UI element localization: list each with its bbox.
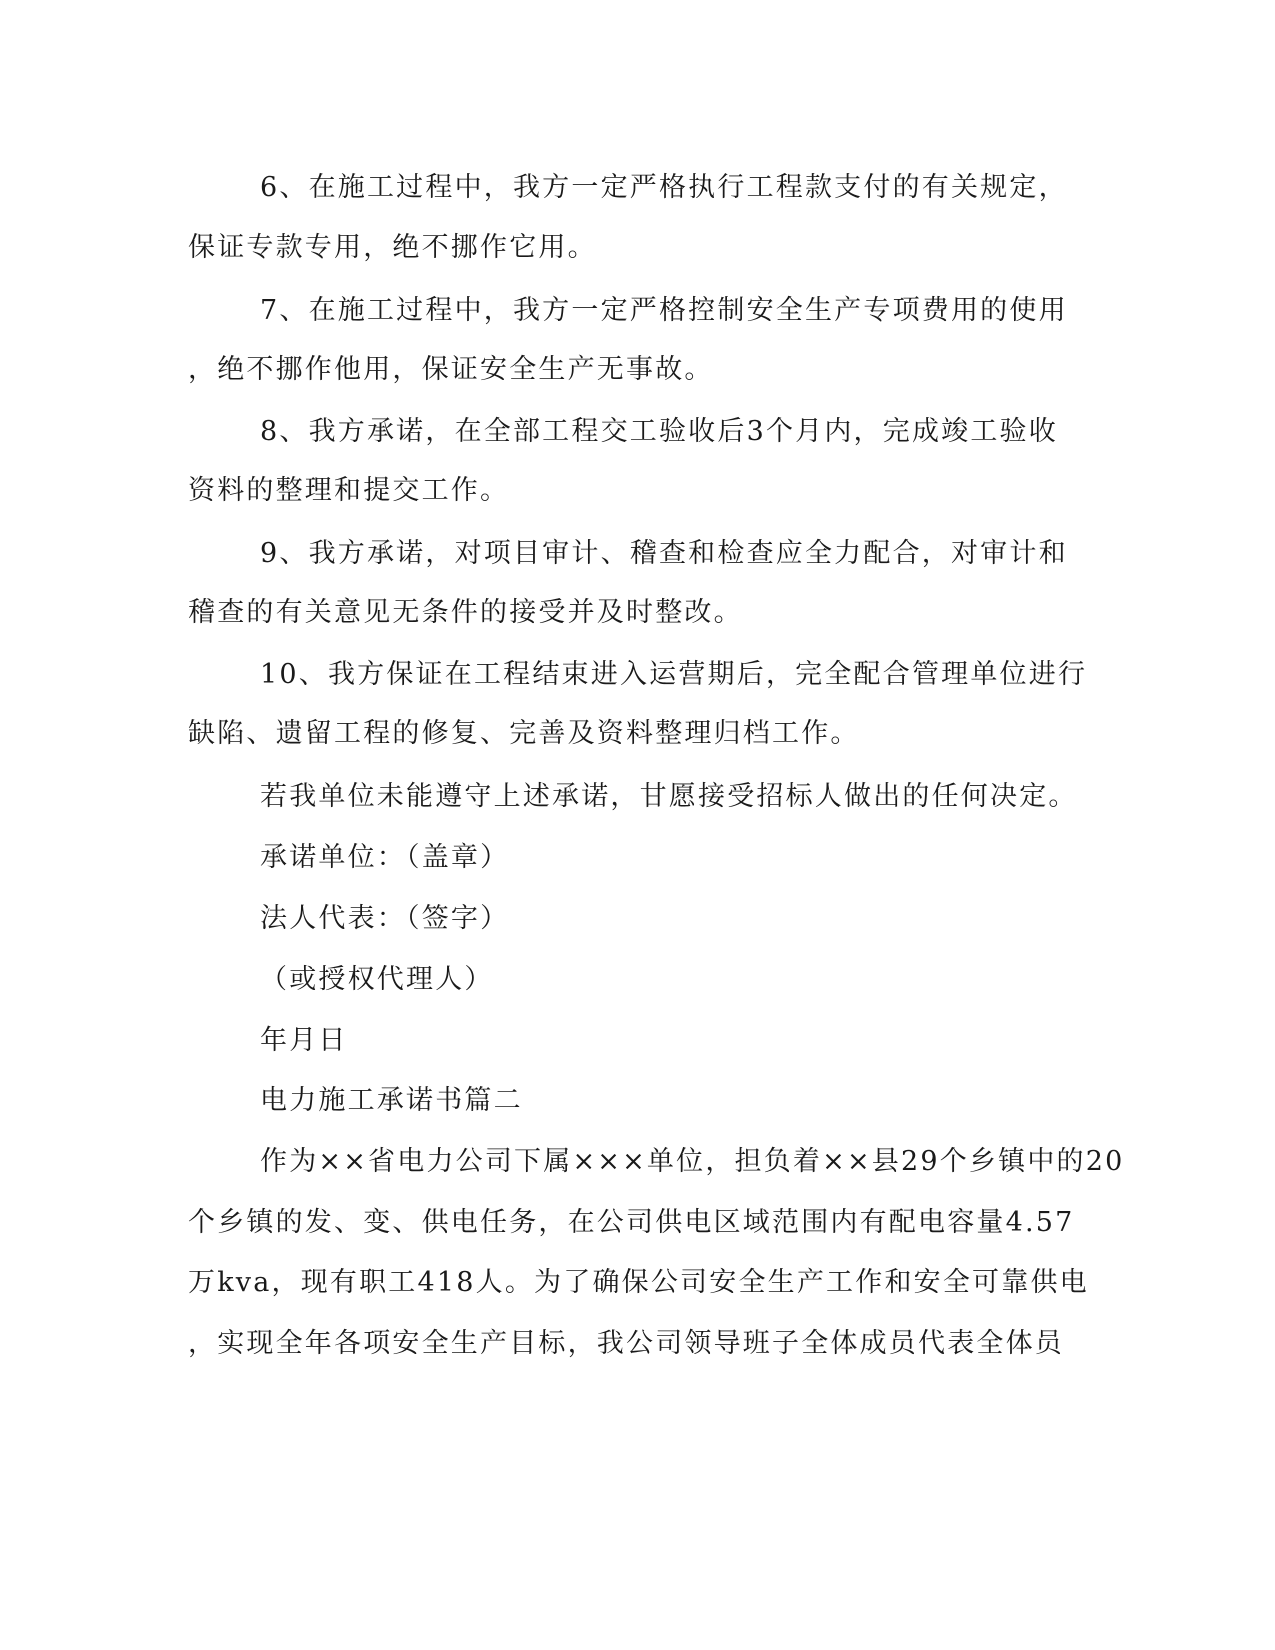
paragraph-10-line-2: 缺陷、遗留工程的修复、完善及资料整理归档工作。 (188, 718, 860, 749)
date-line: 年月日 (260, 1025, 348, 1056)
paragraph-7-line-1: 7、在施工过程中，我方一定严格控制安全生产专项费用的使用 (260, 295, 1068, 326)
section-title: 电力施工承诺书篇二 (260, 1085, 523, 1116)
intro-paragraph-line-4: ，实现全年各项安全生产目标，我公司领导班子全体成员代表全体员 (188, 1328, 1064, 1359)
intro-paragraph-line-1: 作为××省电力公司下属×××单位，担负着××县29个乡镇中的20 (260, 1146, 1125, 1177)
paragraph-7-line-2: ，绝不挪作他用，保证安全生产无事故。 (188, 354, 714, 385)
paragraph-10-line-1: 10、我方保证在工程结束进入运营期后，完全配合管理单位进行 (260, 659, 1088, 690)
paragraph-6-line-2: 保证专款专用，绝不挪作它用。 (188, 232, 597, 263)
paragraph-9-line-2: 稽查的有关意见无条件的接受并及时整改。 (188, 597, 743, 628)
paragraph-8-line-1: 8、我方承诺，在全部工程交工验收后3个月内，完成竣工验收 (260, 416, 1058, 447)
intro-paragraph-line-3: 万kva，现有职工418人。为了确保公司安全生产工作和安全可靠供电 (188, 1267, 1089, 1298)
authorized-agent: （或授权代理人） (260, 964, 494, 995)
paragraph-8-line-2: 资料的整理和提交工作。 (188, 475, 510, 506)
signing-unit: 承诺单位：（盖章） (260, 842, 510, 873)
paragraph-6-line-1: 6、在施工过程中，我方一定严格执行工程款支付的有关规定， (260, 172, 1068, 203)
commitment-statement: 若我单位未能遵守上述承诺，甘愿接受招标人做出的任何决定。 (260, 781, 1078, 812)
legal-representative: 法人代表：（签字） (260, 903, 510, 934)
paragraph-9-line-1: 9、我方承诺，对项目审计、稽查和检查应全力配合，对审计和 (260, 538, 1068, 569)
intro-paragraph-line-2: 个乡镇的发、变、供电任务，在公司供电区域范围内有配电容量4.57 (188, 1207, 1075, 1238)
